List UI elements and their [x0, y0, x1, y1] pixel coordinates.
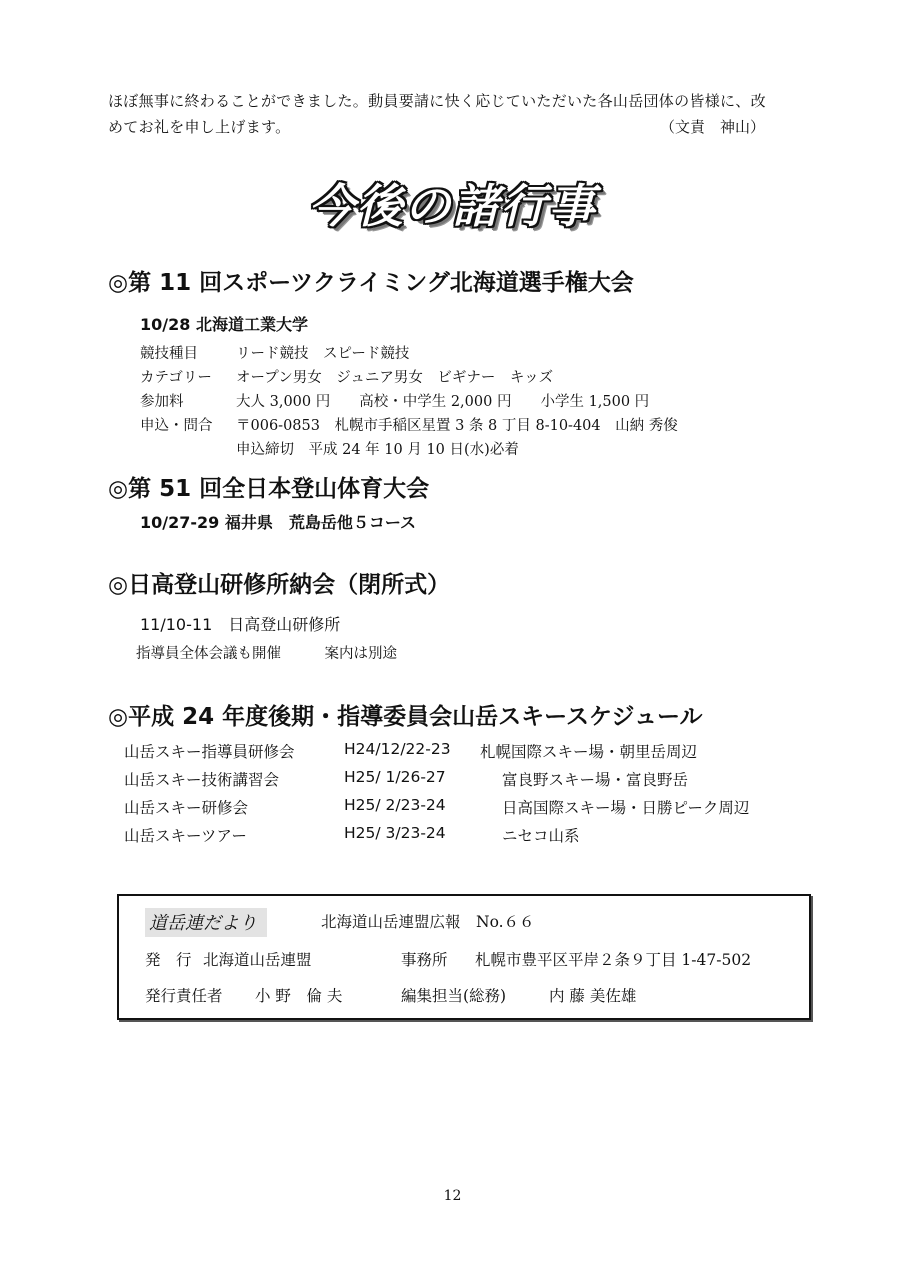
responsible-name: 小 野 倫 夫	[255, 987, 343, 1005]
intro-line-2: めてお礼を申し上げます。	[108, 118, 291, 136]
schedule-place: 富良野スキー場・富良野岳	[502, 771, 689, 789]
schedule-name: 山岳スキー指導員研修会	[124, 743, 295, 761]
banner-title: 今後の諸行事	[308, 179, 597, 233]
intro-author: （文責 神山）	[660, 118, 766, 136]
event-heading-national-meet: ◎第 51 回全日本登山体育大会	[108, 476, 430, 502]
event-heading-hidaka: ◎日高登山研修所納会（閉所式）	[108, 572, 451, 598]
office-address: 札幌市豊平区平岸２条９丁目 1-47-502	[475, 951, 752, 969]
schedule-place: 札幌国際スキー場・朝里岳周辺	[480, 743, 698, 761]
schedule-date: H25/ 1/26-27	[344, 768, 446, 786]
publisher-label: 発 行	[145, 951, 192, 969]
event-date-climbing: 10/28 北海道工業大学	[140, 315, 308, 334]
event-date-national-meet: 10/27-29 福井県 荒島岳他５コース	[140, 513, 417, 532]
masthead-title: 道岳連だより	[145, 908, 267, 937]
detail-value: オープン男女 ジュニア男女 ビギナー キッズ	[236, 370, 554, 386]
schedule-name: 山岳スキー技術講習会	[124, 771, 280, 789]
schedule-date: H25/ 2/23-24	[344, 796, 446, 814]
publication-name: 北海道山岳連盟広報 No.６６	[321, 913, 535, 931]
schedule-name: 山岳スキー研修会	[124, 799, 249, 817]
office-label: 事務所	[401, 951, 448, 969]
detail-value: 大人 3,000 円 高校・中学生 2,000 円 小学生 1,500 円	[236, 394, 650, 410]
editor-name: 内 藤 美佐雄	[549, 987, 637, 1005]
detail-label: カテゴリー	[140, 370, 212, 386]
event-heading-ski-schedule: ◎平成 24 年度後期・指導委員会山岳スキースケジュール	[108, 704, 703, 730]
intro-line-1: ほぼ無事に終わることができました。動員要請に快く応じていただいた各山岳団体の皆様に、改	[108, 92, 766, 110]
schedule-place: 日高国際スキー場・日勝ピーク周辺	[502, 799, 750, 817]
event-date-hidaka: 11/10-11 日高登山研修所	[140, 615, 341, 634]
detail-value: 申込締切 平成 24 年 10 月 10 日(水)必着	[236, 442, 519, 458]
detail-label: 競技種目	[140, 346, 198, 362]
colophon-box	[117, 894, 811, 1020]
event-note-hidaka: 指導員全体会議も開催 案内は別途	[136, 646, 397, 662]
detail-value: 〒006-0853 札幌市手稲区星置 3 条 8 丁目 8-10-404 山納 秀俊	[236, 418, 678, 434]
publisher-name: 北海道山岳連盟	[203, 951, 312, 969]
schedule-name: 山岳スキーツアー	[124, 827, 247, 845]
schedule-place: ニセコ山系	[502, 827, 580, 845]
detail-label: 申込・問合	[140, 418, 213, 434]
editor-label: 編集担当(総務)	[401, 987, 507, 1005]
event-heading-climbing: ◎第 11 回スポーツクライミング北海道選手権大会	[108, 270, 634, 296]
detail-label: 参加料	[140, 394, 184, 410]
page-number: 12	[443, 1188, 462, 1204]
schedule-date: H25/ 3/23-24	[344, 824, 446, 842]
schedule-date: H24/12/22-23	[344, 740, 451, 758]
detail-value: リード競技 スピード競技	[236, 346, 410, 362]
responsible-label: 発行責任者	[145, 987, 223, 1005]
